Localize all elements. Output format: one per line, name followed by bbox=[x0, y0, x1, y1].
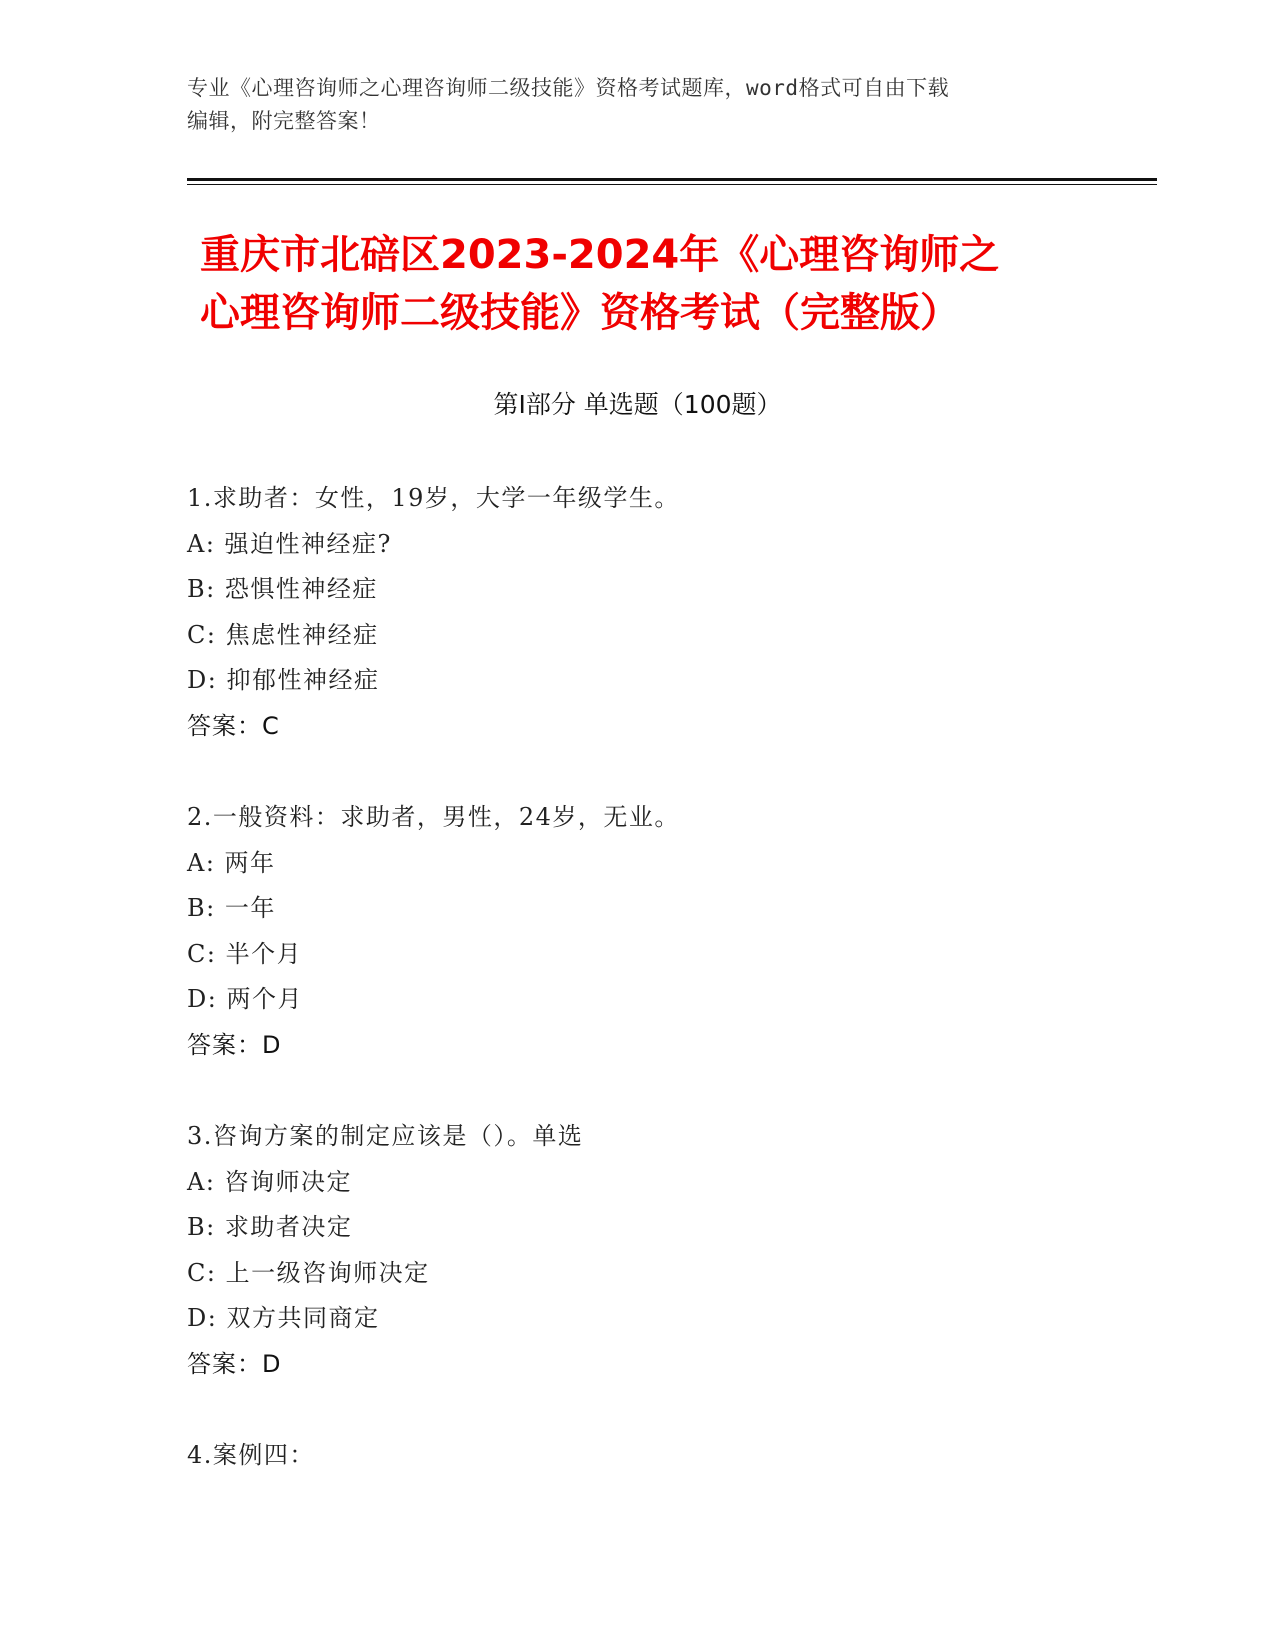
option-c: C: 半个月 bbox=[187, 939, 303, 968]
question-stem: 4.案例四： bbox=[187, 1441, 315, 1469]
option-b: B: 一年 bbox=[187, 894, 276, 922]
question-stem: 1.求助者：女性，19岁，大学一年级学生。 bbox=[187, 484, 680, 512]
option-d: D: 两个月 bbox=[187, 985, 303, 1013]
section-title: 第Ⅰ部分 单选题（100题） bbox=[493, 390, 782, 419]
question-stem: 3.咨询方案的制定应该是（）。单选 bbox=[187, 1122, 584, 1150]
option-d: D: 双方共同商定 bbox=[187, 1304, 380, 1332]
question-list bbox=[187, 476, 1087, 1525]
option-a: A: 两年 bbox=[187, 848, 276, 877]
answer-line: 答案：D bbox=[187, 1030, 282, 1059]
question-1 bbox=[187, 476, 1087, 749]
header-divider-thick bbox=[187, 178, 1157, 181]
question-3 bbox=[187, 1114, 1087, 1387]
document-title-line-2: 心理咨询师二级技能》资格考试（完整版） bbox=[200, 290, 960, 336]
option-c: C: 焦虑性神经症 bbox=[187, 620, 379, 649]
header-divider-thin bbox=[187, 184, 1157, 185]
header-note-line-1: 专业《心理咨询师之心理咨询师二级技能》资格考试题库，word格式可自由下载 bbox=[187, 76, 950, 100]
question-4 bbox=[187, 1433, 1087, 1479]
option-c: C: 上一级咨询师决定 bbox=[187, 1258, 430, 1287]
answer-line: 答案：D bbox=[187, 1349, 282, 1378]
option-a: A: 强迫性神经症? bbox=[187, 529, 392, 558]
header-note bbox=[187, 72, 1067, 138]
question-2 bbox=[187, 795, 1087, 1068]
answer-line: 答案：C bbox=[187, 711, 280, 740]
option-a: A: 咨询师决定 bbox=[187, 1167, 353, 1196]
document-title-line-1: 重庆市北碚区2023-2024年《心理咨询师之 bbox=[200, 232, 1000, 278]
document-title bbox=[200, 226, 1100, 342]
header-note-line-2: 编辑，附完整答案！ bbox=[187, 109, 381, 133]
option-b: B: 恐惧性神经症 bbox=[187, 575, 378, 603]
question-stem: 2.一般资料：求助者，男性，24岁，无业。 bbox=[187, 803, 680, 831]
option-d: D: 抑郁性神经症 bbox=[187, 666, 380, 694]
option-b: B: 求助者决定 bbox=[187, 1213, 353, 1241]
